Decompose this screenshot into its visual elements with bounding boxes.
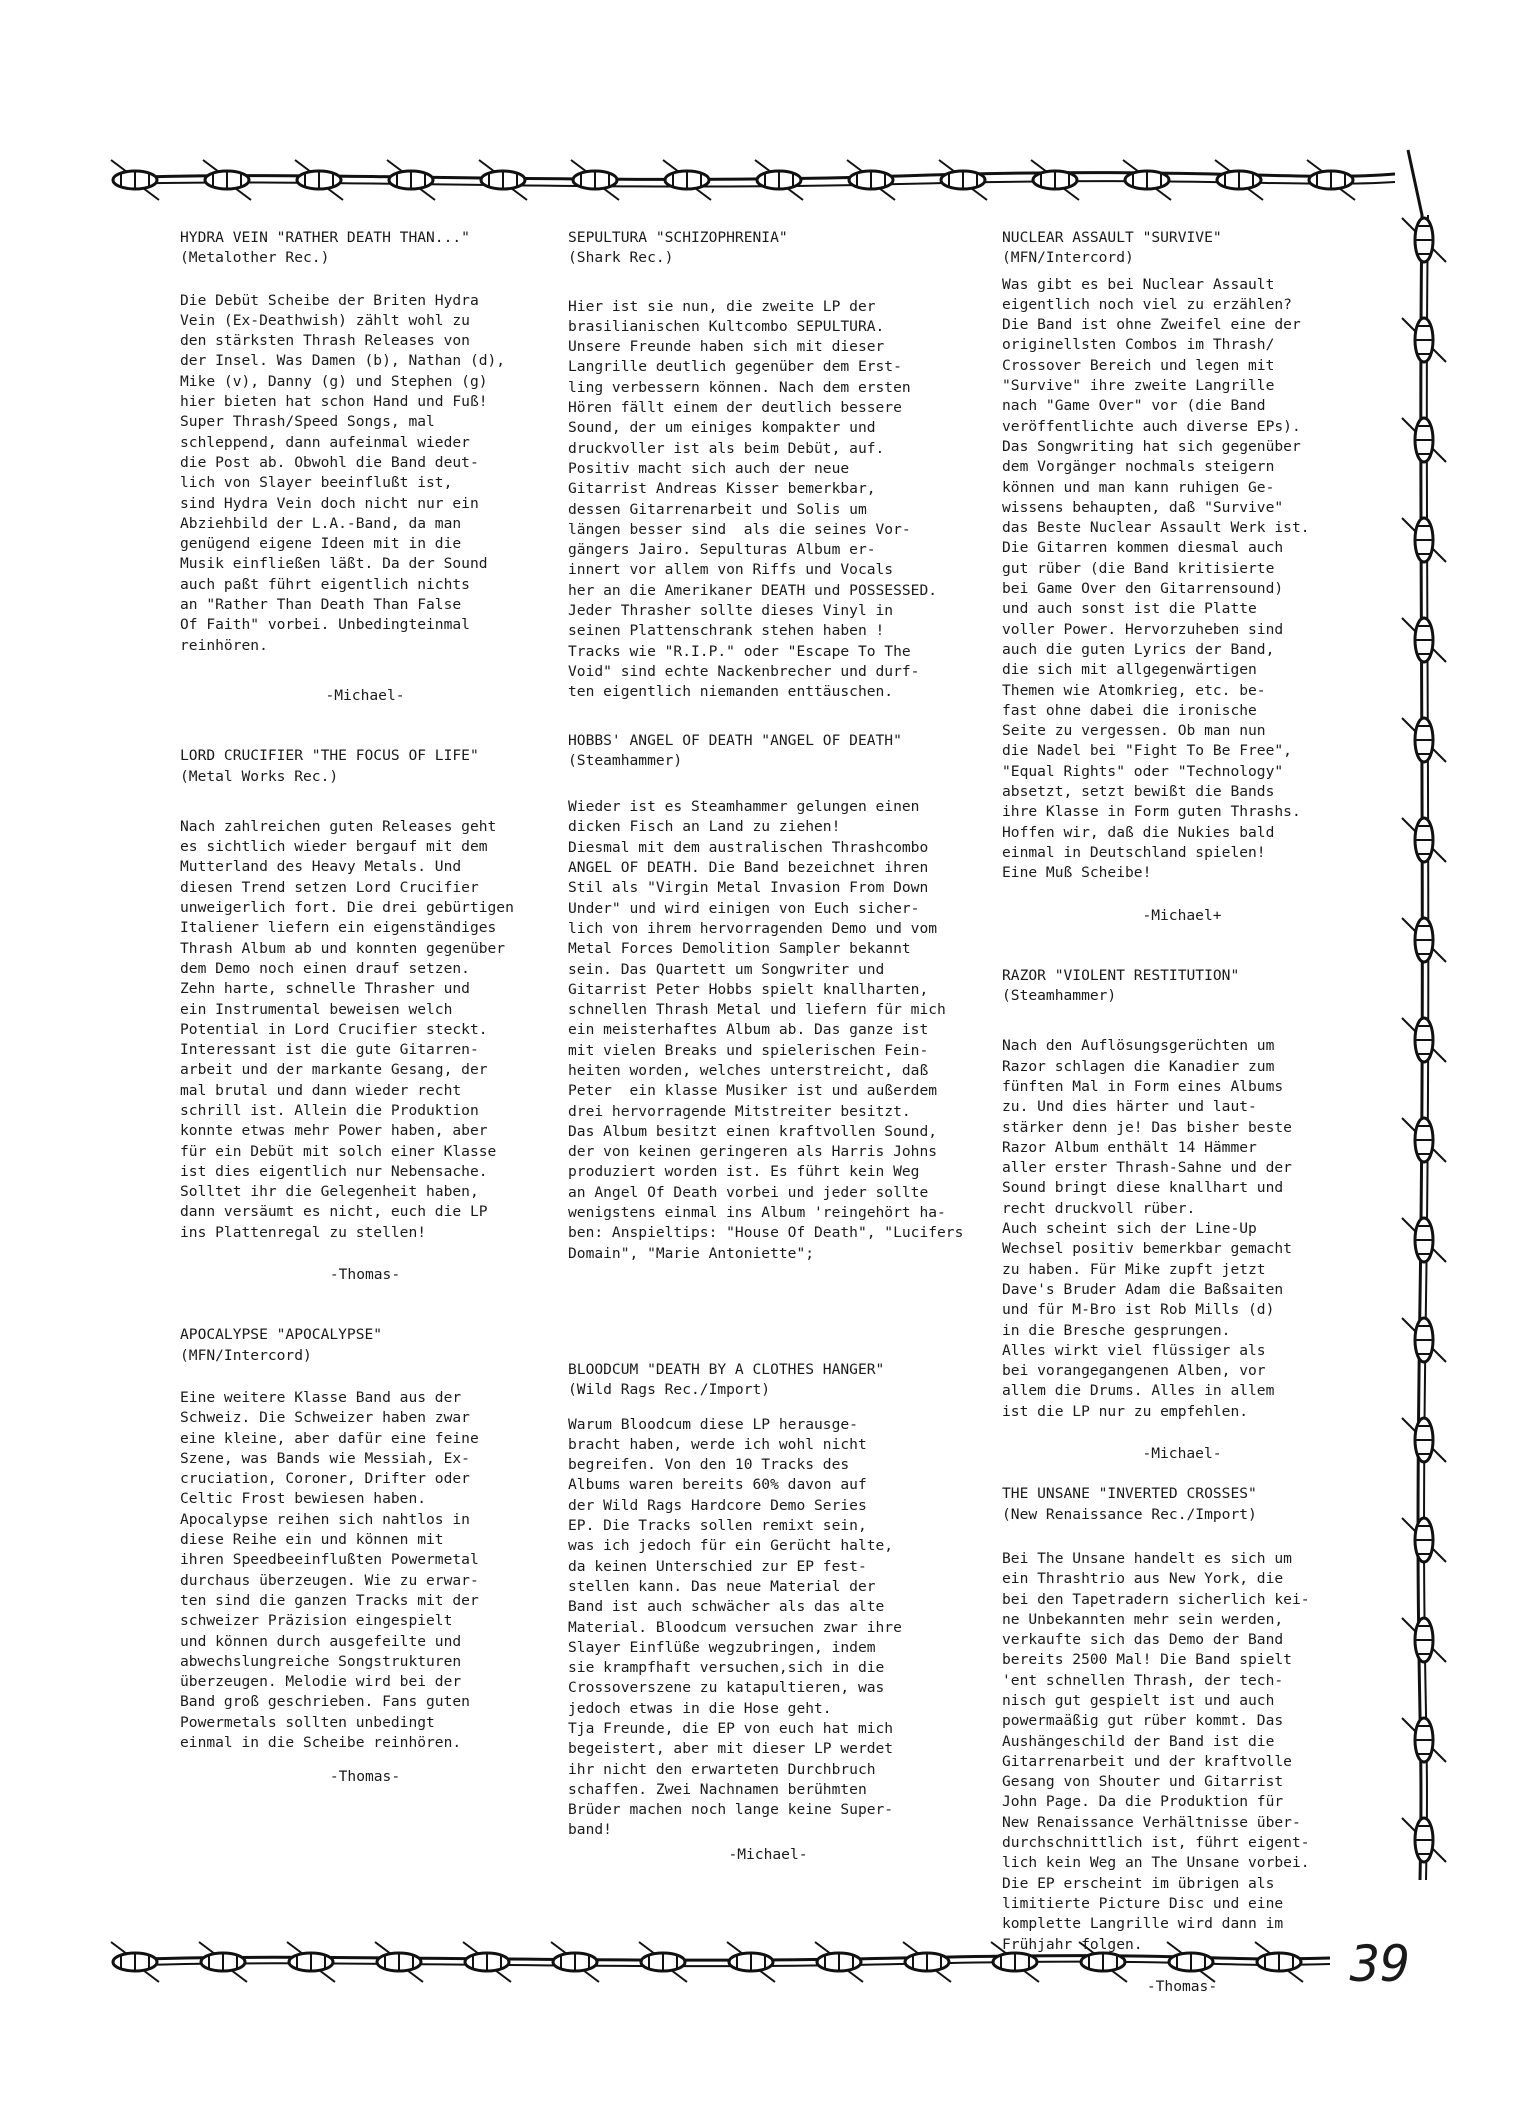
- review-line: gängers Jairo. Sepulturas Album er-: [568, 541, 876, 559]
- review-line: limitierte Picture Disc und eine: [1002, 1894, 1284, 1912]
- review-line: Nach zahlreichen guten Releases geht: [180, 817, 497, 835]
- review-line: ins Plattenregal zu stellen!: [180, 1223, 427, 1241]
- review-line: die Post ab. Obwohl die Band deut-: [180, 453, 479, 471]
- review-line: Slayer Einflüße wegzubringen, indem: [568, 1638, 876, 1656]
- review-line: ben: Anspieltips: "House Of Death", "Lucifers: [568, 1224, 964, 1242]
- review-line: stellen kann. Das neue Material der: [568, 1577, 876, 1595]
- review-line: produziert worden ist. Es führt kein Weg: [568, 1163, 920, 1181]
- review-line: druckvoller ist als beim Debüt, auf.: [568, 439, 885, 457]
- review-body: [180, 817, 550, 1243]
- review-line: es sichtlich wieder bergauf mit dem: [180, 838, 488, 856]
- review-title: SEPULTURA "SCHIZOPHRENIA": [568, 229, 788, 246]
- review-line: wissens behaupten, daß "Survive": [1002, 498, 1284, 516]
- review-line: Die EP erscheint im übrigen als: [1002, 1874, 1275, 1892]
- review-line: ist die LP nur zu empfehlen.: [1002, 1402, 1249, 1420]
- review-line: der von keinen geringeren als Harris Johns: [568, 1143, 938, 1161]
- review-line: Positiv macht sich auch der neue: [568, 459, 850, 477]
- review-line: konnte etwas mehr Power haben, aber: [180, 1122, 488, 1140]
- review-line: ein Thrashtrio aus New York, die: [1002, 1570, 1284, 1588]
- review-label: (Shark Rec.): [568, 249, 674, 267]
- review-signature: -Michael+: [1142, 906, 1222, 924]
- review-body: [1002, 1036, 1362, 1422]
- review-line: veröffentlichte auch diverse EPs).: [1002, 417, 1301, 435]
- review-line: an Angel Of Death vorbei und jeder sollte: [568, 1183, 929, 1201]
- review-line: begreifen. Von den 10 Tracks des: [568, 1456, 850, 1474]
- review-bloodcum: [568, 1360, 968, 1865]
- review-line: lich von ihrem hervorragenden Demo und vom: [568, 919, 938, 937]
- review-line: bei Game Over den Gitarrensound): [1002, 580, 1284, 598]
- review-line: Musik einfließen läßt. Da der Sound: [180, 555, 488, 573]
- review-body: [568, 1415, 968, 1841]
- review-line: ihren Speedbeeinflußten Powermetal: [180, 1551, 479, 1569]
- review-line: Gesang von Shouter und Gitarrist: [1002, 1773, 1284, 1791]
- review-line: dicken Fisch an Land zu ziehen!: [568, 818, 841, 836]
- review-line: Die Debüt Scheibe der Briten Hydra: [180, 291, 479, 309]
- review-line: Mike (v), Danny (g) und Stephen (g): [180, 372, 488, 390]
- review-line: genügend eigene Ideen mit in die: [180, 535, 462, 553]
- review-signature: -Michael-: [728, 1845, 808, 1863]
- review-body: [180, 291, 550, 656]
- review-title: LORD CRUCIFIER "THE FOCUS OF LIFE": [180, 747, 479, 765]
- review-line: ein meisterhaftes Album ab. Das ganze ist: [568, 1021, 929, 1039]
- review-line: Nach den Auflösungsgerüchten um: [1002, 1037, 1275, 1055]
- review-line: in die Bresche gesprungen.: [1002, 1321, 1231, 1339]
- review-line: allem die Drums. Alles in allem: [1002, 1382, 1275, 1400]
- review-line: ten sind die ganzen Tracks mit der: [180, 1591, 479, 1609]
- review-label: (MFN/Intercord): [180, 1346, 312, 1364]
- review-label: (MFN/Intercord): [1002, 249, 1134, 267]
- review-line: gut rüber (die Band kritisierte: [1002, 559, 1275, 577]
- review-line: jedoch etwas in die Hose geht.: [568, 1699, 832, 1717]
- review-the-unsane: [1002, 1484, 1362, 1997]
- review-line: und auch sonst ist die Platte: [1002, 600, 1257, 618]
- review-line: Unsere Freunde haben sich mit dieser: [568, 338, 885, 356]
- review-line: lich von Slayer beeinflußt ist,: [180, 474, 453, 492]
- review-line: die sich mit allgegenwärtigen: [1002, 661, 1257, 679]
- review-line: mit vielen Breaks und spielerischen Fein-: [568, 1041, 929, 1059]
- review-line: Eine Muß Scheibe!: [1002, 864, 1152, 882]
- review-signature: -Michael-: [325, 686, 405, 704]
- review-line: Hören fällt einem der deutlich bessere: [568, 399, 902, 417]
- review-line: wenigstens einmal ins Album 'reingehört ha-: [568, 1204, 946, 1222]
- review-line: ihre Klasse in Form guten Thrashs.: [1002, 803, 1301, 821]
- review-line: unweigerlich fort. Die drei gebürtigen: [180, 899, 514, 917]
- review-hydra-vein: [180, 228, 550, 706]
- review-line: Apocalypse reihen sich nahtlos in: [180, 1510, 470, 1528]
- review-line: verkaufte sich das Demo der Band: [1002, 1631, 1284, 1649]
- review-line: ne Unbekannten mehr sein werden,: [1002, 1610, 1284, 1628]
- review-hobbs-angel-of-death: [568, 731, 968, 1264]
- review-line: Wechsel positiv bemerkbar gemacht: [1002, 1240, 1292, 1258]
- review-title: BLOODCUM "DEATH BY A CLOTHES HANGER": [568, 1360, 885, 1378]
- review-body: [1002, 1549, 1362, 1955]
- review-line: bei den Tapetradern sicherlich kei-: [1002, 1590, 1310, 1608]
- review-line: die Nadel bei "Fight To Be Free",: [1002, 742, 1292, 760]
- review-line: Aushängeschild der Band ist die: [1002, 1732, 1275, 1750]
- review-line: eine kleine, aber dafür eine feine: [180, 1429, 479, 1447]
- review-line: "Equal Rights" oder "Technology": [1002, 762, 1284, 780]
- review-line: da keinen Unterschied zur EP fest-: [568, 1557, 867, 1575]
- review-line: Alles wirkt viel flüssiger als: [1002, 1341, 1266, 1359]
- review-line: Thrash Album ab und konnten gegenüber: [180, 939, 506, 957]
- review-line: für ein Debüt mit solch einer Klasse: [180, 1142, 497, 1160]
- review-line: Hoffen wir, daß die Nukies bald: [1002, 823, 1275, 841]
- review-sepultura: [568, 228, 968, 703]
- review-line: Wieder ist es Steamhammer gelungen einen: [568, 798, 920, 816]
- review-line: der Insel. Was Damen (b), Nathan (d),: [180, 352, 506, 370]
- review-label: (Steamhammer): [1002, 987, 1117, 1005]
- review-title: HYDRA VEIN "RATHER DEATH THAN...": [180, 229, 470, 246]
- review-nuclear-assault: [1002, 228, 1362, 926]
- review-line: können und man kann ruhigen Ge-: [1002, 478, 1275, 496]
- review-line: Brüder machen noch lange keine Super-: [568, 1801, 894, 1819]
- review-line: Super Thrash/Speed Songs, mal: [180, 413, 435, 431]
- review-label: (Metal Works Rec.): [180, 767, 339, 785]
- review-line: Was gibt es bei Nuclear Assault: [1002, 275, 1275, 293]
- review-line: Italiener liefern ein eigenständiges: [180, 919, 497, 937]
- review-body: [180, 1388, 550, 1753]
- review-line: Vein (Ex-Deathwish) zählt wohl zu: [180, 311, 470, 329]
- review-line: Of Faith" vorbei. Unbedingteinmal: [180, 616, 470, 634]
- review-title: HOBBS' ANGEL OF DEATH "ANGEL OF DEATH": [568, 731, 902, 749]
- review-line: Hier ist sie nun, die zweite LP der: [568, 297, 876, 315]
- review-line: dem Vorgänger nochmals steigern: [1002, 458, 1275, 476]
- review-line: lich kein Weg an The Unsane vorbei.: [1002, 1854, 1310, 1872]
- review-line: auch paßt führt eigentlich nichts: [180, 575, 470, 593]
- review-line: Celtic Frost bewiesen haben.: [180, 1490, 427, 1508]
- review-line: schweizer Präzision eingespielt: [180, 1612, 453, 1630]
- review-line: Schweiz. Die Schweizer haben zwar: [180, 1409, 470, 1427]
- review-line: zu. Und dies härter und laut-: [1002, 1098, 1257, 1116]
- review-line: 'ent schnellen Thrash, der tech-: [1002, 1671, 1284, 1689]
- review-line: Gitarrist Andreas Kisser bemerkbar,: [568, 480, 876, 498]
- review-line: schnellen Thrash Metal und liefern für mich: [568, 1001, 946, 1019]
- review-line: Langrille deutlich gegenüber dem Erst-: [568, 358, 902, 376]
- review-line: diese Reihe ein und können mit: [180, 1531, 444, 1549]
- review-line: heiten worden, welches unterstreicht, daß: [568, 1061, 929, 1079]
- review-line: Warum Bloodcum diese LP herausge-: [568, 1415, 858, 1433]
- column-2: [568, 228, 968, 1865]
- review-line: dem Demo noch einen drauf setzen.: [180, 959, 470, 977]
- review-line: Razor Album enthält 14 Hämmer: [1002, 1138, 1257, 1156]
- review-line: ist dies eigentlich nur Nebensache.: [180, 1162, 488, 1180]
- review-line: sein. Das Quartett um Songwriter und: [568, 960, 885, 978]
- review-line: Eine weitere Klasse Band aus der: [180, 1388, 462, 1406]
- review-line: fünften Mal in Form eines Albums: [1002, 1077, 1284, 1095]
- review-line: Crossoverszene zu katapultieren, was: [568, 1679, 885, 1697]
- review-line: diesen Trend setzen Lord Crucifier: [180, 878, 479, 896]
- review-line: Solltet ihr die Gelegenheit haben,: [180, 1183, 479, 1201]
- review-line: Razor schlagen die Kanadier zum: [1002, 1057, 1275, 1075]
- review-line: drei hervorragende Mitstreiter besitzt.: [568, 1102, 911, 1120]
- review-line: innert vor allem von Riffs und Vocals: [568, 561, 894, 579]
- review-line: bereits 2500 Mal! Die Band spielt: [1002, 1651, 1292, 1669]
- review-title: RAZOR "VIOLENT RESTITUTION": [1002, 966, 1240, 984]
- review-line: und können durch ausgefeilte und: [180, 1632, 462, 1650]
- review-line: ANGEL OF DEATH. Die Band bezeichnet ihren: [568, 859, 929, 877]
- review-line: Domain", "Marie Antoniette";: [568, 1244, 815, 1262]
- review-line: ein Instrumental beweisen welch: [180, 1000, 453, 1018]
- review-line: ling verbessern können. Nach dem ersten: [568, 378, 911, 396]
- review-line: Under" und wird einigen von Euch sicher-: [568, 899, 920, 917]
- review-label: (Steamhammer): [568, 751, 683, 769]
- review-line: längen besser sind als die seines Vor-: [568, 520, 911, 538]
- review-line: ihr nicht den erwarteten Durchbruch: [568, 1760, 876, 1778]
- review-line: überzeugen. Melodie wird bei der: [180, 1673, 462, 1691]
- review-line: an "Rather Than Death Than False: [180, 596, 462, 614]
- column-3: [1002, 228, 1362, 1997]
- review-line: durchaus überzeugen. Wie zu erwar-: [180, 1571, 479, 1589]
- review-line: Die Gitarren kommen diesmal auch: [1002, 539, 1284, 557]
- review-line: voller Power. Hervorzuheben sind: [1002, 620, 1284, 638]
- review-line: bei vorangegangenen Alben, vor: [1002, 1362, 1266, 1380]
- review-signature: -Thomas-: [1146, 1977, 1218, 1995]
- review-line: Band groß geschrieben. Fans guten: [180, 1693, 470, 1711]
- review-title: APOCALYPSE "APOCALYPSE": [180, 1326, 383, 1344]
- column-1: [180, 228, 550, 1788]
- review-label: (Wild Rags Rec./Import): [568, 1381, 771, 1399]
- review-line: Bei The Unsane handelt es sich um: [1002, 1549, 1292, 1567]
- review-line: einmal in Deutschland spielen!: [1002, 843, 1266, 861]
- review-line: Das Songwriting hat sich gegenüber: [1002, 437, 1301, 455]
- review-line: nisch gut gespielt ist und auch: [1002, 1692, 1275, 1709]
- review-line: Frühjahr folgen.: [1002, 1935, 1143, 1953]
- review-line: zu haben. Für Mike zupft jetzt: [1002, 1260, 1266, 1278]
- review-line: was ich jedoch für ein Gerücht halte,: [568, 1537, 894, 1555]
- review-razor: [1002, 966, 1362, 1465]
- review-line: Band ist auch schwächer als das alte: [568, 1598, 885, 1616]
- review-line: Sound, der um einiges kompakter und: [568, 419, 876, 437]
- review-line: Zehn harte, schnelle Thrasher und: [180, 980, 470, 998]
- review-title: THE UNSANE "INVERTED CROSSES": [1002, 1485, 1257, 1503]
- review-line: Auch scheint sich der Line-Up: [1002, 1220, 1257, 1238]
- review-line: abwechslungreiche Songstrukturen: [180, 1652, 462, 1670]
- review-line: Interessant ist die gute Gitarren-: [180, 1041, 479, 1059]
- review-line: komplette Langrille wird dann im: [1002, 1915, 1284, 1933]
- review-line: Potential in Lord Crucifier steckt.: [180, 1020, 488, 1038]
- review-line: schrill ist. Allein die Produktion: [180, 1101, 479, 1119]
- review-line: Abziehbild der L.A.-Band, da man: [180, 514, 462, 532]
- review-line: Gitarrenarbeit und der kraftvolle: [1002, 1752, 1292, 1770]
- review-line: ten eigentlich niemanden enttäuschen.: [568, 683, 894, 701]
- review-line: Szene, was Bands wie Messiah, Ex-: [180, 1449, 470, 1467]
- review-line: seinen Plattenschrank stehen haben !: [568, 622, 885, 640]
- review-line: band!: [568, 1821, 612, 1839]
- review-line: auch die guten Lyrics der Band,: [1002, 640, 1275, 658]
- review-line: Das Album besitzt einen kraftvollen Sound,: [568, 1122, 938, 1140]
- review-body: [1002, 275, 1362, 884]
- review-label: (New Renaissance Rec./Import): [1002, 1505, 1257, 1523]
- review-line: eigentlich noch viel zu erzählen?: [1002, 295, 1292, 313]
- review-line: Diesmal mit dem australischen Thrashcombo: [568, 838, 929, 856]
- review-line: sind Hydra Vein doch nicht nur ein: [180, 494, 479, 512]
- review-signature: -Thomas-: [329, 1768, 401, 1786]
- review-line: John Page. Da die Produktion für: [1002, 1793, 1284, 1811]
- review-line: begeistert, aber mit dieser LP werdet: [568, 1740, 894, 1758]
- review-line: Tracks wie "R.I.P." oder "Escape To The: [568, 642, 911, 660]
- review-line: EP. Die Tracks sollen remixt sein,: [568, 1517, 867, 1535]
- review-signature: -Michael-: [1142, 1445, 1222, 1463]
- review-line: Tja Freunde, die EP von euch hat mich: [568, 1720, 894, 1737]
- review-line: New Renaissance Verhältnisse über-: [1002, 1813, 1301, 1831]
- review-line: powermaäßig gut rüber kommt. Das: [1002, 1712, 1284, 1730]
- review-line: Crossover Bereich und legen mit: [1002, 356, 1275, 374]
- review-apocalypse: [180, 1325, 550, 1787]
- review-line: durchschnittlich ist, führt eigent-: [1002, 1834, 1310, 1852]
- review-body: [568, 797, 968, 1264]
- review-line: mal brutal und dann wieder recht: [180, 1081, 462, 1099]
- review-line: originellsten Combos im Thrash/: [1002, 336, 1275, 354]
- review-line: einmal in die Scheibe reinhören.: [180, 1734, 462, 1751]
- review-line: Void" sind echte Nackenbrecher und durf-: [568, 662, 920, 680]
- review-line: fast ohne dabei die ironische: [1002, 701, 1257, 719]
- review-line: Mutterland des Heavy Metals. Und: [180, 858, 462, 876]
- review-line: arbeit und der markante Gesang, der: [180, 1061, 488, 1079]
- review-title: NUCLEAR ASSAULT "SURVIVE": [1002, 229, 1222, 246]
- review-line: dann versäumt es nicht, euch die LP: [180, 1203, 488, 1221]
- review-line: Die Band ist ohne Zweifel eine der: [1002, 316, 1301, 334]
- review-line: reinhören.: [180, 636, 268, 654]
- review-line: sie krampfhaft versuchen,sich in die: [568, 1659, 885, 1677]
- review-line: "Survive" ihre zweite Langrille: [1002, 377, 1275, 395]
- review-signature: -Thomas-: [329, 1266, 401, 1284]
- review-line: Stil als "Virgin Metal Invasion From Down: [568, 879, 929, 897]
- review-line: dessen Gitarrenarbeit und Solis um: [568, 500, 867, 518]
- review-line: Powermetals sollten unbedingt: [180, 1713, 435, 1731]
- review-line: Sound bringt diese knallhart und: [1002, 1179, 1284, 1197]
- review-line: Albums waren bereits 60% davon auf: [568, 1476, 867, 1494]
- review-line: Dave's Bruder Adam die Baßsaiten: [1002, 1280, 1284, 1298]
- review-line: Jeder Thrasher sollte dieses Vinyl in: [568, 602, 894, 620]
- review-line: das Beste Nuclear Assault Werk ist.: [1002, 519, 1310, 537]
- review-line: nach "Game Over" vor (die Band: [1002, 397, 1266, 415]
- review-line: her an die Amerikaner DEATH und POSSESSED.: [568, 581, 938, 599]
- review-line: Seite zu vergessen. Ob man nun: [1002, 722, 1266, 740]
- review-line: cruciation, Coroner, Drifter oder: [180, 1470, 470, 1488]
- review-line: brasilianischen Kultcombo SEPULTURA.: [568, 317, 885, 335]
- review-line: bracht haben, werde ich wohl nicht: [568, 1435, 867, 1453]
- review-line: recht druckvoll rüber.: [1002, 1199, 1196, 1217]
- review-line: stärker denn je! Das bisher beste: [1002, 1118, 1292, 1136]
- review-line: Metal Forces Demolition Sampler bekannt: [568, 940, 911, 958]
- review-line: hier bieten hat schon Hand und Fuß!: [180, 393, 488, 411]
- review-line: Themen wie Atomkrieg, etc. be-: [1002, 681, 1266, 699]
- review-line: schaffen. Zwei Nachnamen berühmten: [568, 1780, 867, 1798]
- review-lord-crucifier: [180, 746, 550, 1285]
- review-line: schleppend, dann aufeinmal wieder: [180, 433, 470, 451]
- review-line: den stärksten Thrash Releases von: [180, 332, 470, 350]
- review-line: der Wild Rags Hardcore Demo Series: [568, 1496, 867, 1514]
- review-line: Gitarrist Peter Hobbs spielt knallharten,: [568, 980, 929, 998]
- review-line: Material. Bloodcum versuchen zwar ihre: [568, 1618, 902, 1636]
- page-number: 39: [1350, 1935, 1411, 1993]
- review-body: [568, 297, 968, 703]
- review-line: Peter ein klasse Musiker ist und außerdem: [568, 1082, 938, 1100]
- review-line: absetzt, setzt bewißt die Bands: [1002, 783, 1275, 801]
- review-label: (Metalother Rec.): [180, 249, 330, 267]
- review-line: aller erster Thrash-Sahne und der: [1002, 1159, 1292, 1177]
- review-line: und für M-Bro ist Rob Mills (d): [1002, 1301, 1275, 1319]
